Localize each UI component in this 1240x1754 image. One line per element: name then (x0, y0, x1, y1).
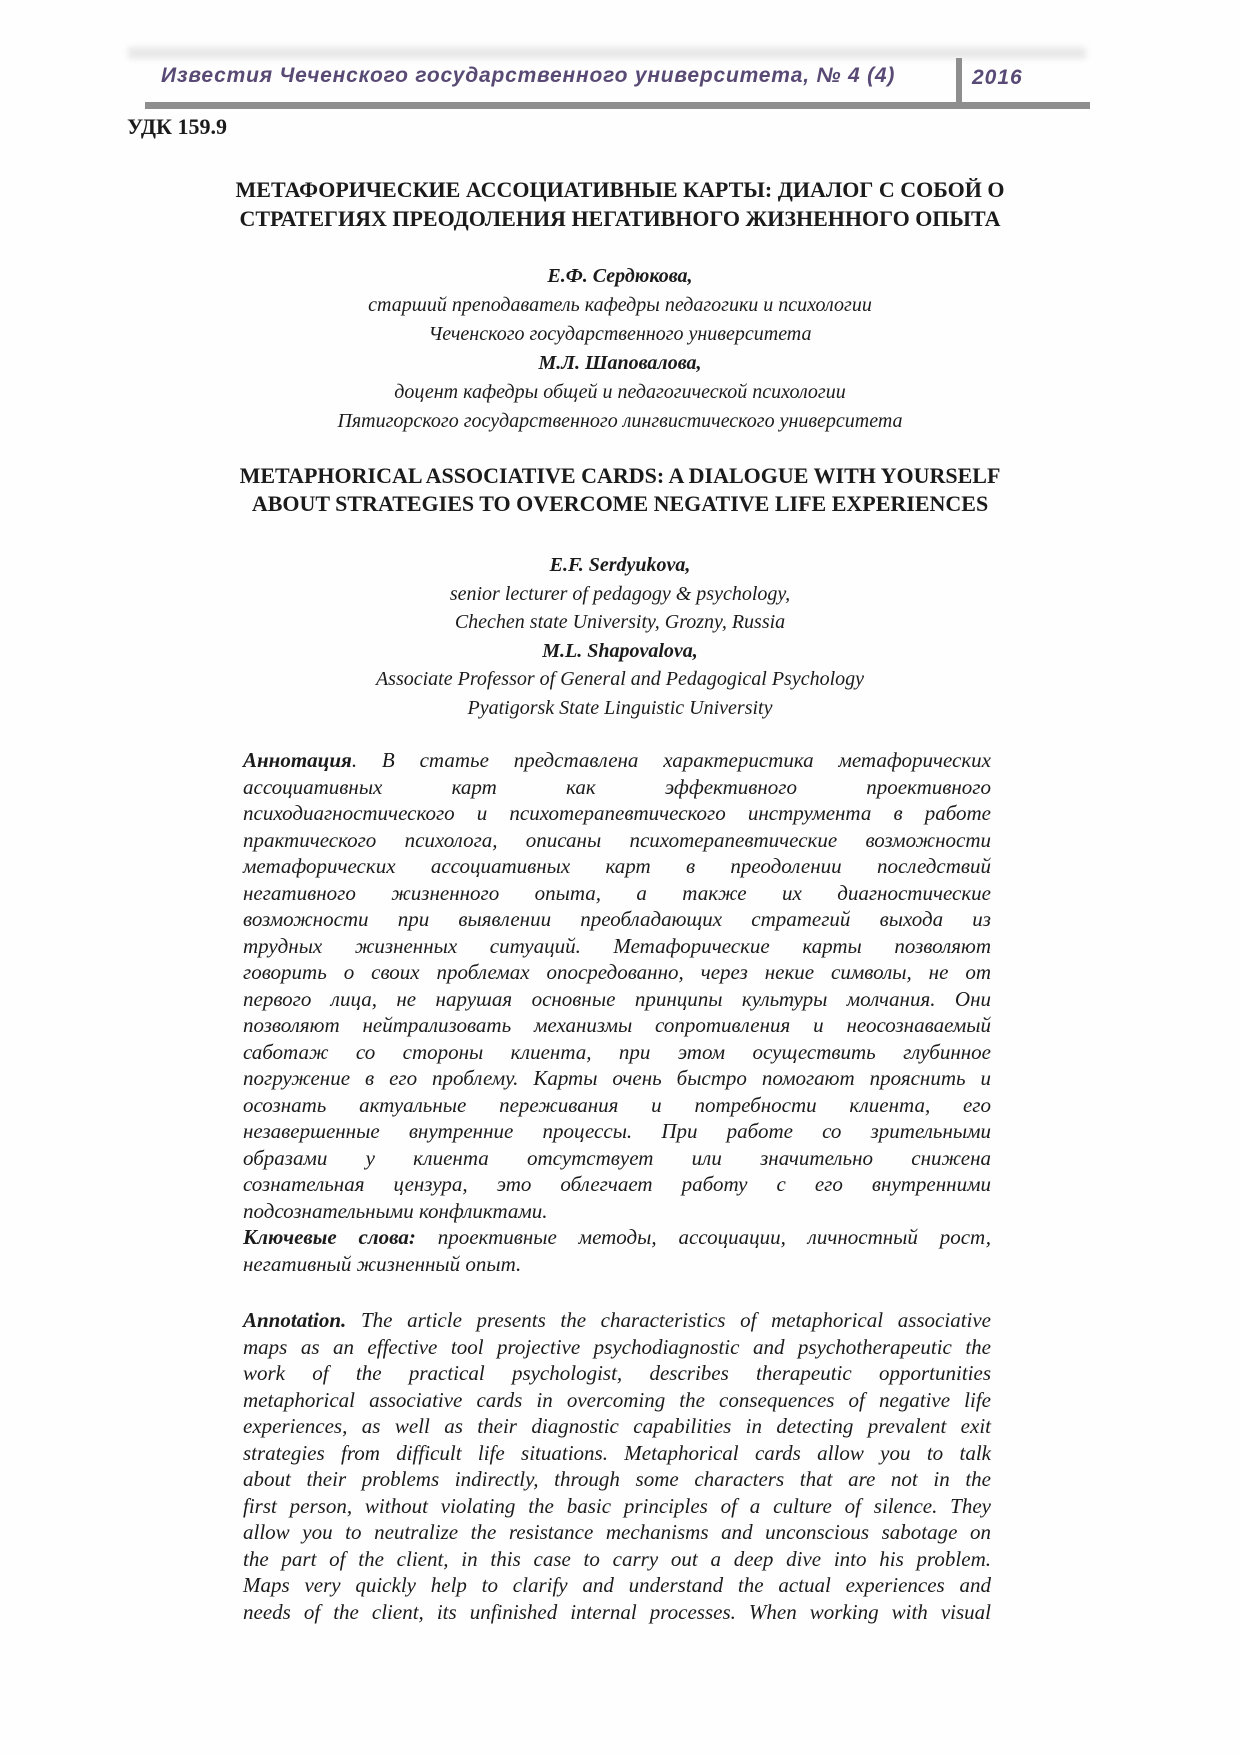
header-vertical-divider (956, 58, 962, 108)
header-horizontal-rule (145, 102, 1090, 109)
authors-block-ru (0, 262, 1240, 436)
author-affiliation: Chechen state University, Grozny, Russia (454, 611, 786, 633)
abstract-line: саботаж со стороны клиента, при этом осуществить глубинное (243, 1039, 991, 1064)
abstract-line: needs of the client, its unfinished internal processes. When working with visual (243, 1599, 991, 1624)
abstract-line: образами у клиента отсутствует или значительно снижена (243, 1145, 991, 1170)
abstract-line: Annotation. The article presents the characteristics of metaphorical associative (243, 1308, 991, 1332)
abstract-line: experiences, as well as their diagnostic capabilities in detecting prevalent exit (243, 1414, 991, 1438)
abstract-line: возможности при выявлении преобладающих стратегий выхода из (243, 907, 991, 931)
abstract-line: первого лица, не нарушая основные принципы культуры молчания. Они (243, 986, 991, 1011)
udk-code: УДК 159.9 (127, 114, 228, 139)
abstract-line: психодиагностического и психотерапевтического инструмента в работе (243, 801, 991, 825)
abstract-line: позволяют нейтрализовать механизмы сопротивления и неосознаваемый (243, 1013, 991, 1037)
abstract-line: about their problems indirectly, through some characters that are not in the (243, 1467, 991, 1491)
abstract-line: work of the practical psychologist, describes therapeutic opportunities (243, 1361, 991, 1385)
author-affiliation: Associate Professor of General and Pedagogical Psychology (375, 668, 865, 690)
authors-block-en (0, 551, 1240, 722)
abstract-line: strategies from difficult life situations. Metaphorical cards allow you to talk (243, 1440, 991, 1465)
abstract-line: негативного жизненного опыта, а также их диагностические (243, 880, 991, 905)
title-line-ru: МЕТАФОРИЧЕСКИЕ АССОЦИАТИВНЫЕ КАРТЫ: ДИАЛОГ С СОБОЙ О (235, 177, 1005, 202)
author-name: М.Л. Шаповалова, (538, 352, 702, 374)
abstract-line: ассоциативных карт как эффективного проективного (243, 774, 991, 799)
author-name: E.F. Serdyukova, (549, 554, 691, 576)
abstract-line: подсознательными конфликтами. (243, 1198, 548, 1223)
abstract-line: осознать актуальные переживания и потребности клиента, его (243, 1092, 991, 1117)
author-affiliation: Чеченского государственного университета (428, 323, 812, 345)
author-name: Е.Ф. Сердюкова, (547, 265, 693, 287)
abstract-line: Ключевые слова: проективные методы, ассоциации, личностный рост, (243, 1225, 991, 1249)
author-name: M.L. Shapovalova, (542, 639, 698, 662)
abstract-ru (243, 747, 991, 1277)
journal-running-head: Известия Чеченского государственного университета, № 4 (4) (161, 64, 896, 87)
abstract-line: незавершенные внутренние процессы. При работе со зрительными (243, 1119, 991, 1143)
title-line-en: METAPHORICAL ASSOCIATIVE CARDS: A DIALOGUE WITH YOURSELF (239, 463, 1001, 488)
abstract-line: Maps very quickly help to clarify and understand the actual experiences and (243, 1573, 991, 1597)
abstract-line: the part of the client, in this case to carry out a deep dive into his problem. (243, 1546, 991, 1571)
author-affiliation: старший преподаватель кафедры педагогики и психологии (368, 294, 872, 316)
abstract-line: метафорических ассоциативных карт в преодолении последствий (243, 854, 991, 878)
abstract-line: практического психолога, описаны психотерапевтические возможности (243, 827, 991, 852)
abstract-line: говорить о своих проблемах опосредованно, через некие символы, не от (243, 960, 991, 984)
author-affiliation: Пятигорского государственного лингвистического университета (337, 410, 903, 432)
abstract-line: негативный жизненный опыт. (243, 1251, 522, 1276)
abstract-line: maps as an effective tool projective psychodiagnostic and psychotherapeutic the (243, 1334, 991, 1359)
abstract-line: Аннотация. В статье представлена характеристика метафорических (243, 748, 991, 772)
journal-year: 2016 (972, 66, 1023, 89)
author-affiliation: senior lecturer of pedagogy & psychology, (449, 582, 791, 605)
abstract-line: allow you to neutralize the resistance mechanisms and unconscious sabotage on (243, 1520, 991, 1544)
author-affiliation: Pyatigorsk State Linguistic University (467, 696, 773, 719)
abstract-en (243, 1307, 991, 1625)
abstract-line: трудных жизненных ситуаций. Метафорические карты позволяют (243, 933, 991, 958)
article-title-en (0, 462, 1240, 518)
title-line-ru: СТРАТЕГИЯХ ПРЕОДОЛЕНИЯ НЕГАТИВНОГО ЖИЗНЕННОГО ОПЫТА (239, 206, 1001, 231)
abstract-line: first person, without violating the basic principles of a culture of silence. They (243, 1493, 991, 1518)
author-affiliation: доцент кафедры общей и педагогической психологии (394, 381, 846, 403)
title-line-en: ABOUT STRATEGIES TO OVERCOME NEGATIVE LIFE EXPERIENCES (251, 491, 989, 516)
article-title-ru (0, 175, 1240, 233)
abstract-line: сознательная цензура, это облегчает работу с его внутренними (243, 1172, 991, 1196)
abstract-line: погружение в его проблему. Карты очень быстро помогают прояснить и (243, 1066, 991, 1090)
abstract-line: metaphorical associative cards in overcoming the consequences of negative life (243, 1387, 991, 1412)
scan-shadow-artifact (128, 47, 1086, 59)
